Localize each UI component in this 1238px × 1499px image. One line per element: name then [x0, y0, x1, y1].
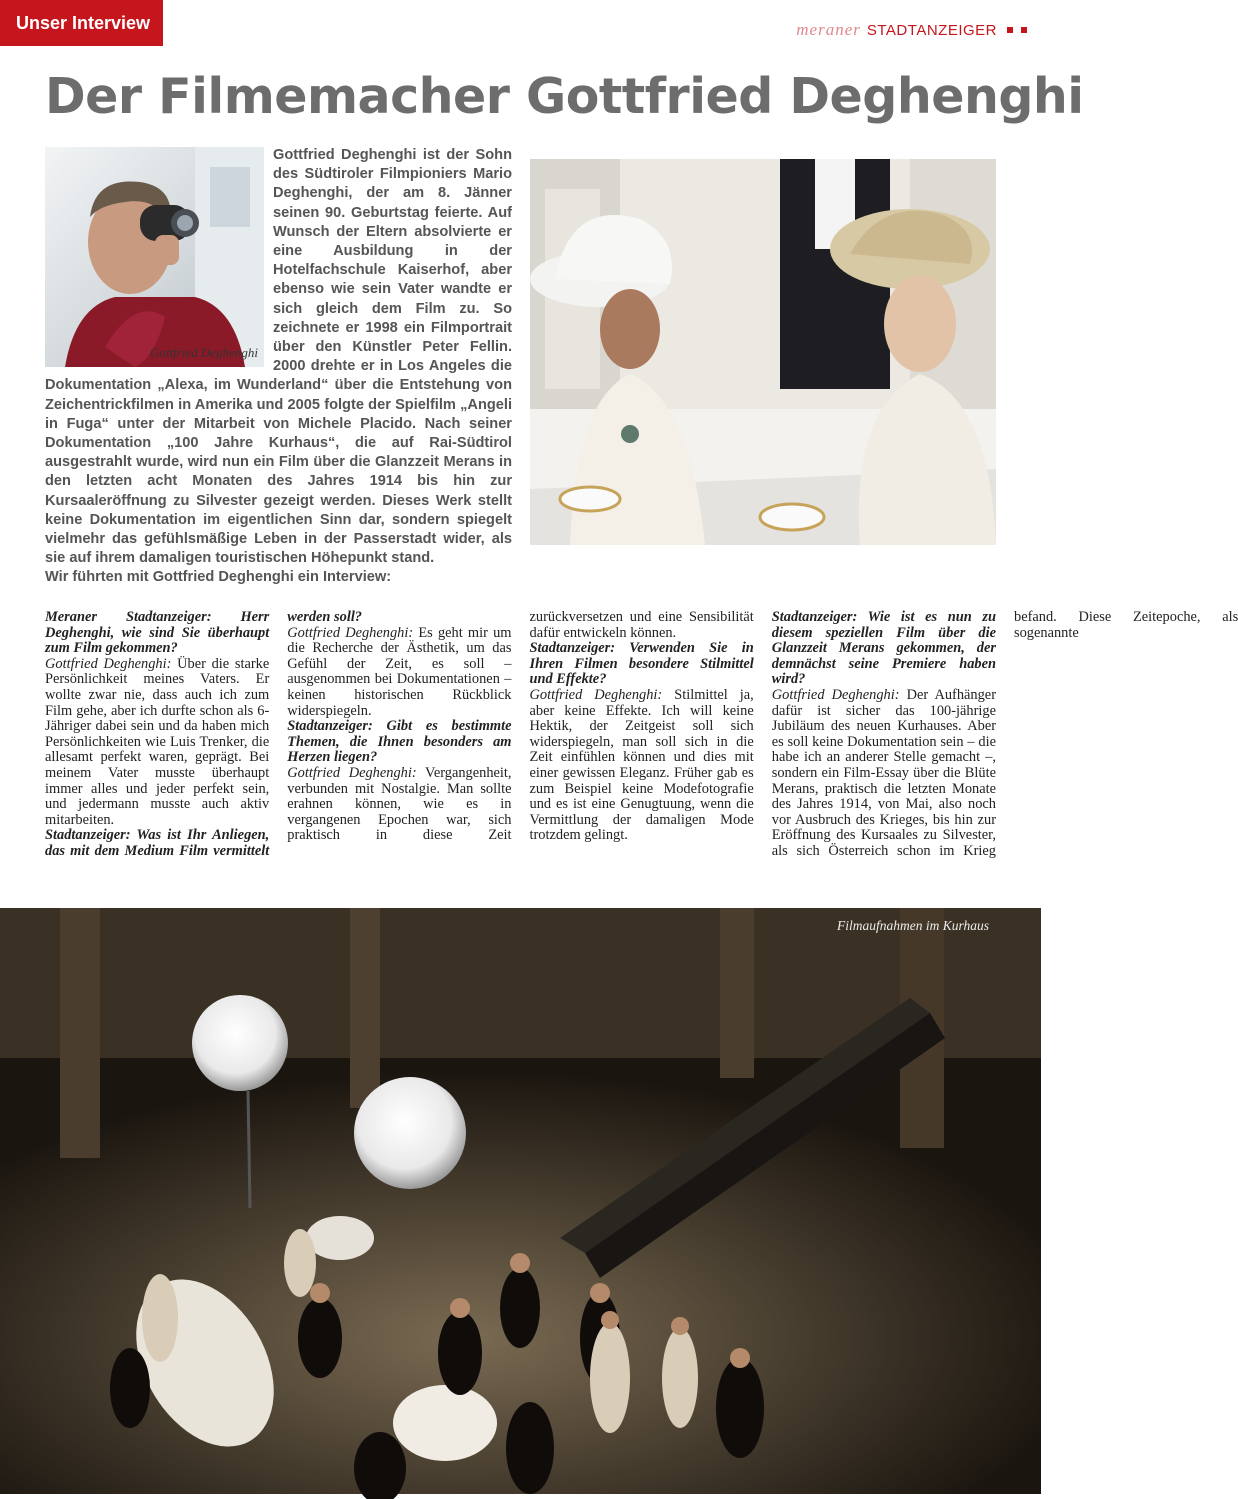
answer-text: Es geht mir um die Recherche der Ästhetik, um das Gefühl der Zeit, es soll – ausgenommen bei Dokumentationen – keinen historischen Rückblick widerspiegeln.: [287, 624, 512, 719]
film-set-photo: [0, 908, 1041, 1494]
brand-square-icon: [1021, 27, 1027, 33]
answer-text: Der Aufhänger dafür ist sicher das 100-jährige Jubiläum des neuen Kurhauses. Aber es soll keine Dokumentation sein – die habe ich an anderer Stelle gemacht –, sondern ein Film-Essay über die Blüte Merans, praktisch die letzten Monate des Jahres 1914, von Mai, also noch vor Ausbruch des Krieges, bis hin zur Eröffnung des Kursaales zu Silvester, als sich Österreich schon im Krieg befand. Diese Zeitepoche, als sogenannte: [771, 609, 1238, 859]
intro-closing: Wir führten mit Gottfried Deghenghi ein Interview:: [45, 569, 392, 586]
speaker-label: Gottfried Deghenghi:: [287, 624, 414, 641]
interview-question: Meraner Stadtanzeiger: Herr Deghenghi, wie sind Sie überhaupt zum Film gekommen?: [45, 609, 270, 657]
speaker-label: Gottfried Deghenghi:: [529, 686, 663, 703]
interview-question: Stadtanzeiger: Verwenden Sie in Ihren Filmen besondere Stilmittel und Effekte?: [529, 640, 754, 688]
interview-columns: [45, 609, 1238, 872]
interview-answer: [530, 688, 754, 844]
period-scene-image: [530, 159, 996, 545]
film-set-caption: Filmaufnahmen im Kurhaus: [836, 918, 989, 933]
film-set-image: [0, 908, 1041, 1494]
intro-paragraph: Gottfried Deghenghi ist der Sohn des Südtiroler Filmpioniers Mario Deghenghi, der am 8. Jänner seinen 90. Geburtstag feierte. Auf Wunsch der Eltern absolvierte er eine Ausbildung in der Hotelfachschule Kaiserhof, aber ebenso wie sein Vater wandte er sich gleich dem Film zu. So zeichnete er 1998 ein Filmportrait über den Künstler Peter Fellin. 2000 drehte er in Los Angeles die Dokumentation „Alexa, im Wunderland“ über die Entstehung von Zeichentrickfilmen in Amerika und 2005 folgte der Spielfilm „Angeli in Fuga“ unter der Mitarbeit von Michele Placido. Nach seiner Dokumentation „100 Jahre Kurhaus“, die auf Rai-Südtirol ausgestrahlt wurde, wird nun ein Film über die Glanzzeit Merans in den letzten acht Monaten des Jahres 1914 bis hin zur Kursaaleröffnung zu Silvester gezeigt werden. Dieses Werk stellt keine Dokumentation im eigentlichen Sinn dar, sondern spiegelt vielmehr das gefühlsmäßige Leben in der Passerstadt wider, als sie auf ihrem damaligen touristischen Höhepunkt stand.: [45, 147, 512, 567]
speaker-label: Gottfried Deghenghi:: [45, 655, 172, 672]
answer-text: Über die starke Persönlichkeit meines Vaters. Er wollte zwar nie, dass auch ich zum Film gehe, aber ich durfte schon als 6-Jähriger dabei sein und da haben mich Persönlichkeiten wie Luis Trenker, die allesamt perfekt waren, geprägt. Bei meinem Vater musste überhaupt immer alles und jeder perfekt sein, und jedermann musste auch aktiv mitarbeiten.: [45, 655, 270, 828]
portrait-caption: Gottfried Deghenghi: [150, 345, 258, 360]
interview-question: Stadtanzeiger: Was ist Ihr Anliegen, das mit dem Medium Film vermittelt werden soll?: [45, 609, 363, 859]
interview-question: Stadtanzeiger: Wie ist es nun zu diesem speziellen Film über die Glanzzeit Merans gekommen, der demnächst seine Premiere haben wird?: [771, 609, 996, 688]
answer-text: Vergangenheit, verbunden mit Nostalgie. Man sollte erahnen können, wie es in vergangenen Epochen war, sich praktisch in diese Zeit zurückversetzen und eine Sensibilität dafür entwickeln können.: [287, 609, 754, 844]
interview-answer: [45, 657, 269, 829]
brand-script: meraner: [796, 20, 861, 39]
speaker-label: Gottfried Deghenghi:: [771, 686, 900, 703]
answer-text: Stilmittel ja, aber keine Effekte. Ich will keine Hektik, der Zeitgeist soll sich widerspiegeln, man soll sich in die Zeit einfühlen können und dies mit einer gewissen Eleganz. Früher gab es zum Beispiel keine Modefotografie und es ist eine Genugtuung, wenn die Vermittlung der damaligen Mode trotzdem gelingt.: [529, 686, 754, 844]
speaker-label: Gottfried Deghenghi:: [287, 764, 417, 781]
interview-question: Stadtanzeiger: Gibt es bestimmte Themen, die Ihnen besonders am Herzen liegen?: [287, 718, 512, 766]
section-badge: Unser Interview: [0, 0, 163, 46]
interview-answer: [287, 626, 511, 720]
portrait-image: [45, 147, 264, 367]
brand-logo: [796, 20, 1027, 40]
portrait-photo: [45, 147, 264, 367]
period-scene-photo: [530, 159, 996, 545]
brand-square-icon: [1007, 27, 1013, 33]
page-title: Der Filmemacher Gottfried Deghenghi: [45, 68, 1084, 125]
brand-name: STADTANZEIGER: [866, 21, 997, 39]
